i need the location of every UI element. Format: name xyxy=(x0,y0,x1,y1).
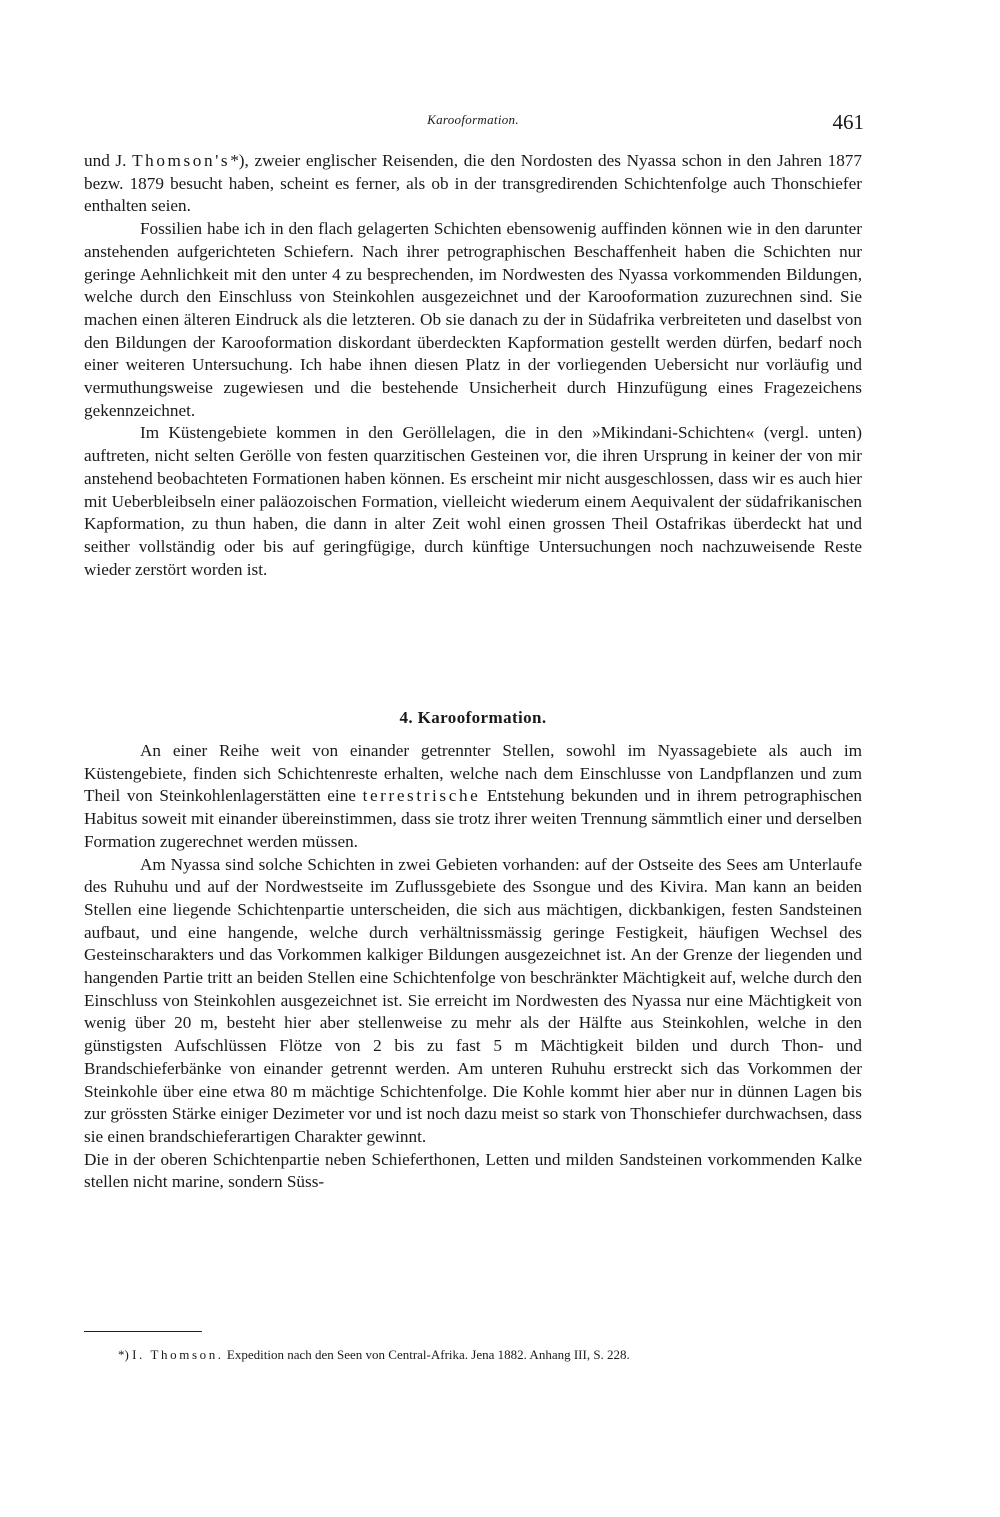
page-number: 461 xyxy=(832,110,864,134)
emphasized-word: terrestrische xyxy=(362,786,481,806)
section-heading: 4. Karooformation. xyxy=(399,708,547,727)
text-run: und J. xyxy=(84,151,133,170)
section-karoo-text xyxy=(84,740,862,1194)
footnote-marker: *) xyxy=(118,1347,129,1362)
paragraph xyxy=(84,150,862,218)
section-paleozoic-text xyxy=(84,150,862,581)
text-run: Entstehung bekunden und in ihrem petrographischen Habitus soweit mit einander übereinstimmen, dass sie trotz ihrer weiten Trennung sämmtlich einer und derselben Formation zugerechnet werden müssen. xyxy=(84,786,862,851)
paragraph: Im Küstengebiete kommen in den Geröllelagen, die in den »Mikindani-Schichten« (vergl. unten) auftreten, nicht selten Gerölle von festen quarzitischen Gesteinen vor, die ihren Ursprung in keiner der von mir anstehend beobachteten Formationen haben können. Es erscheint mir nicht ausgeschlossen, dass wir es auch hier mit Ueberbleibseln einer paläozoischen Formation, vielleicht wiederum einem Aequivalent der südafrikanischen Kapformation, zu thun haben, die dann in alter Zeit wohl einen grossen Theil Ostafrikas überdeckt hat und seither vollständig oder bis auf geringfügige, durch künftige Untersuchungen noch nachzuweisende Reste wieder zerstört worden ist. xyxy=(84,423,862,579)
running-head xyxy=(84,108,862,138)
author-name: Thomson's xyxy=(132,151,231,170)
footnote-text: Expedition nach den Seen von Central-Afrika. Jena 1882. Anhang III, S. 228. xyxy=(226,1347,630,1362)
footnote-author: I. Thomson. xyxy=(132,1347,224,1362)
running-title: Karooformation. xyxy=(427,112,519,127)
text-run: An einer Reihe weit von einander getrennter Stellen, sowohl im Nyassagebiete als auch im Küstengebiete, finden sich Schichtenreste erhalten, welche nach dem Einschlusse von Landpflanzen und zum Theil von Steinkohlenlagerstätten eine xyxy=(84,741,862,806)
text-run: *), zweier englischer Reisenden, die den Nordosten des Nyassa schon in den Jahren 1877 bezw. 1879 besucht haben, scheint es ferner, als ob in der transgredirenden Schichtenfolge auch Thonschiefer enthalten seien. xyxy=(84,151,862,216)
paragraph: Fossilien habe ich in den flach gelagerten Schichten ebensowenig auffinden können wie in den darunter anstehenden aufgerichteten Schiefern. Nach ihrer petrographischen Beschaffenheit haben die Schichten nur geringe Aehnlichkeit mit den unter 4 zu besprechenden, im Nordwesten des Nyassa vorkommenden Bildungen, welche durch den Einschluss von Steinkohlen ausgezeichnet und der Karooformation zuzurechnen sind. Sie machen einen älteren Eindruck als die letzteren. Ob sie danach zu der in Südafrika verbreiteten und daselbst von den Bildungen der Karooformation diskordant überdeckten Kapformation gestellt werden dürfen, bedarf noch einer weiteren Untersuchung. Ich habe ihnen diesen Platz in der vorliegenden Uebersicht nur vorläufig und vermuthungsweise zugewiesen und die bestehende Unsicherheit durch Hinzufügung eines Fragezeichens gekennzeichnet. xyxy=(84,219,862,420)
paragraph: Am Nyassa sind solche Schichten in zwei Gebieten vorhanden: auf der Ostseite des Sees am Unterlaufe des Ruhuhu und auf der Nordwestseite im Zuflussgebiete des Ssongue und des Kivira. Man kann an beiden Stellen eine liegende Schichtenpartie unterscheiden, die sich aus mächtigen, dickbankigen, festen Sandsteinen aufbaut, und eine hangende, welche durch verhältnissmässig geringe Festigkeit, häufigen Wechsel des Gesteinscharakters und das Vorkommen kalkiger Bildungen ausgezeichnet ist. An der Grenze der liegenden und hangenden Partie tritt an beiden Stellen eine Schichtenfolge von beschränkter Mächtigkeit auf, welche durch den Einschluss von Steinkohlen ausgezeichnet ist. Sie erreicht im Nordwesten des Nyassa nur eine Mächtigkeit von wenig über 20 m, besteht hier aber stellenweise zu mehr als der Hälfte aus Steinkohlen, welche in den günstigsten Aufschlüssen Flötze von 2 bis zu fast 5 m Mächtigkeit bilden und durch Thon- und Brandschieferbänke von einander getrennt werden. Am unteren Ruhuhu erstreckt sich das Vorkommen der Steinkohle über eine etwa 80 m mächtige Schichtenfolge. Die Kohle kommt hier aber nur in dünnen Lagen bis zur grössten Stärke einiger Dezimeter vor und ist noch dazu meist so stark von Thonschiefer durchwachsen, dass sie einen brandschieferartigen Charakter gewinnt. xyxy=(84,854,862,1146)
paragraph xyxy=(84,740,862,854)
paragraph: Die in der oberen Schichtenpartie neben Schieferthonen, Letten und milden Sandsteinen vorkommenden Kalke stellen nicht marine, sondern Süss- xyxy=(84,1149,862,1192)
footnote xyxy=(118,1346,862,1364)
footnote-divider xyxy=(84,1331,202,1332)
